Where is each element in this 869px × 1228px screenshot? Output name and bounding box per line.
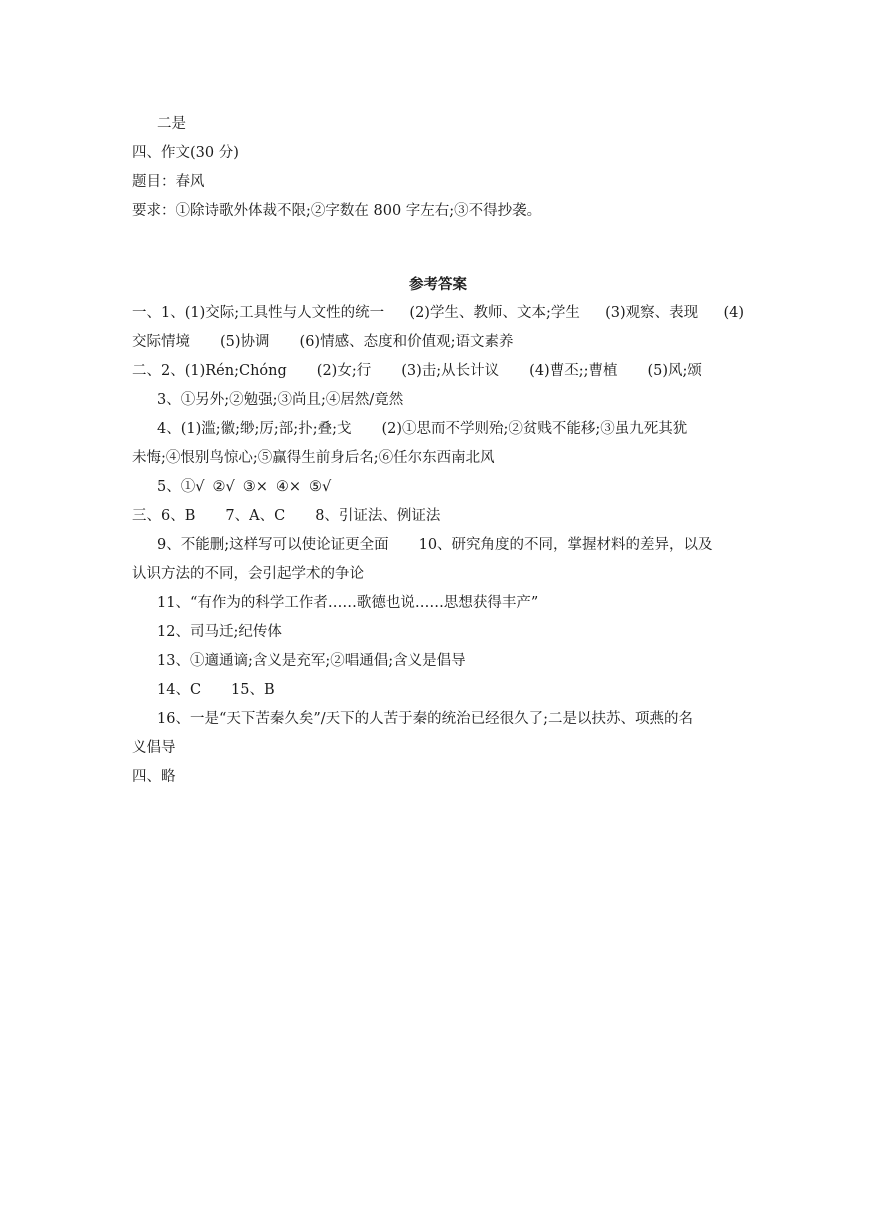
answer-q3: 3、①另外;②勉强;③尚且;④居然/竟然 <box>157 392 404 408</box>
answer-q6-8 <box>132 502 744 531</box>
answer-q2-line <box>132 357 744 386</box>
answer-q16-line-2: 义倡导 <box>132 740 176 756</box>
answer-q2-a: 二、2、(1)Rén;Chóng <box>132 363 287 379</box>
answer-q16-line-1: 16、一是“天下苦秦久矣”/天下的人苦于秦的统治已经很久了;二是以扶苏、项燕的名 <box>157 711 694 727</box>
answer-q14: 14、C <box>157 682 202 698</box>
answer-q1-d: (4) <box>723 305 744 321</box>
answer-q11: 11、“有作为的科学工作者……歌德也说……思想获得丰产” <box>157 595 539 611</box>
answer-q1-e: 交际情境 <box>132 334 190 350</box>
answer-q9: 9、不能删;这样写可以使论证更全面 <box>157 537 389 553</box>
essay-line-1: 二是 <box>157 116 186 132</box>
answer-q2-e: (5)风;颂 <box>647 363 702 379</box>
answer-q5-item-5: ⑤√ <box>309 479 332 495</box>
answer-q9-10-line-1 <box>132 531 744 560</box>
answer-q2-c: (3)击;从长计议 <box>401 363 500 379</box>
answer-q1-a: 一、1、(1)交际;工具性与人文性的统一 <box>132 305 385 321</box>
answer-q1-b: (2)学生、教师、文本;学生 <box>409 305 580 321</box>
answer-essay: 四、略 <box>132 769 176 785</box>
answer-q5-item-2: ②√ <box>212 479 235 495</box>
answer-q1-c: (3)观察、表现 <box>605 305 699 321</box>
answer-q5-item-1: ①√ <box>180 479 205 495</box>
answer-q10-line-2: 认识方法的不同，会引起学术的争论 <box>132 566 364 582</box>
answer-q10-a: 10、研究角度的不同，掌握材料的差异，以及 <box>418 537 713 553</box>
answer-q1-g: (6)情感、态度和价值观;语文素养 <box>299 334 514 350</box>
answer-q4-a: 4、(1)滥;徽;缈;厉;部;扑;叠;戈 <box>157 421 352 437</box>
answer-q2-b: (2)女;行 <box>316 363 372 379</box>
essay-requirements: 要求：①除诗歌外体裁不限;②字数在 800 字左右;③不得抄袭。 <box>132 203 542 219</box>
document-page <box>132 110 744 792</box>
answer-q1-line-2 <box>132 328 744 357</box>
answer-q15: 15、B <box>231 682 275 698</box>
answer-q6: 三、6、B <box>132 508 196 524</box>
answer-q14-15 <box>132 676 744 705</box>
answer-q7: 7、A、C <box>225 508 286 524</box>
answer-q5-item-3: ③× <box>242 479 268 495</box>
answer-q8: 8、引证法、例证法 <box>315 508 441 524</box>
answer-q13: 13、①適通谪;含义是充军;②唱通倡;含义是倡导 <box>157 653 466 669</box>
answer-key-title: 参考答案 <box>409 276 467 293</box>
answer-q5-item-4: ④× <box>275 479 302 495</box>
answer-q4-b: (2)①思而不学则殆;②贫贱不能移;③虽九死其犹 <box>381 421 688 437</box>
answer-q4-line-2: 未悔;④恨别鸟惊心;⑤赢得生前身后名;⑥任尔东西南北风 <box>132 450 495 466</box>
answer-q1-f: (5)协调 <box>220 334 270 350</box>
answer-q5-prefix: 5、 <box>157 479 181 495</box>
answer-q2-d: (4)曹丕;;曹植 <box>529 363 618 379</box>
answer-q12: 12、司马迁;纪传体 <box>157 624 282 640</box>
answer-q1-line-1 <box>132 299 744 328</box>
answer-q4-line-1 <box>132 415 744 444</box>
essay-section-heading: 四、作文(30 分) <box>132 145 239 161</box>
essay-topic: 题目：春风 <box>132 174 205 190</box>
answer-q5 <box>132 473 744 502</box>
